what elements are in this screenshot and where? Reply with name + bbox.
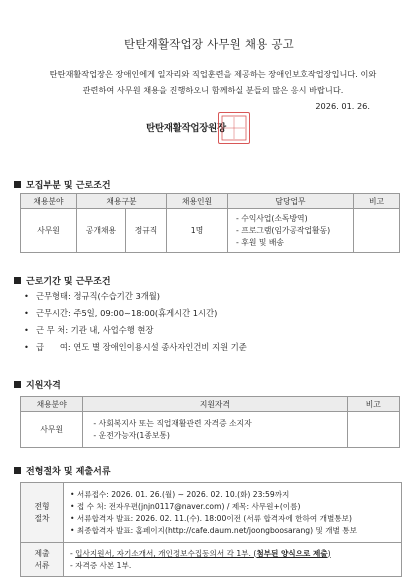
- qualification-item: - 운전가능자(1종보통): [93, 430, 170, 440]
- process-step: • 서류접수: 2026. 01. 26.(월) ~ 2026. 02. 10.(화) 23:59까지: [70, 489, 290, 499]
- condition-item: • 근무시간: 주5일, 09:00~18:00(휴게시간 1시간): [24, 308, 218, 318]
- col-header-field: 채용분야: [21, 397, 83, 412]
- process-step: • 접 수 처: 전자우편(jnjn0117@naver.com) / 제목: 사무원+(이름): [70, 501, 301, 511]
- cell-qualifications: [83, 412, 347, 448]
- col-header-note: 비고: [347, 397, 400, 412]
- recruitment-table: [20, 193, 400, 253]
- cell-count: 1명: [167, 209, 228, 253]
- process-step: • 서류합격자 발표: 2026. 02. 11.(수). 18:00이전 (서류 합격자에 한하여 개별통보): [70, 513, 352, 523]
- col-header-note: 비고: [354, 194, 400, 209]
- document-item: - 자격증 사본 1부.: [70, 560, 132, 570]
- col-header-duties: 담당업무: [228, 194, 354, 209]
- cell-type-open: 공개채용: [77, 209, 126, 253]
- section-title: 지원자격: [26, 381, 61, 391]
- cell-note: [347, 412, 400, 448]
- square-bullet-icon: [14, 277, 21, 284]
- cell-type-fulltime: 정규직: [126, 209, 167, 253]
- square-bullet-icon: [14, 181, 21, 188]
- condition-item: • 급 여: 연도 별 장애인이용시설 종사자인건비 지원 기준: [24, 342, 247, 352]
- col-header-field: 채용분야: [21, 194, 77, 209]
- section-title: 모집부분 및 근로조건: [26, 181, 111, 191]
- intro-line-2: 관련하여 사무원 채용을 진행하오니 함께하실 분들의 많은 응시 바랍니다.: [82, 85, 344, 95]
- document-item: - 입사지원서, 자기소개서, 개인정보수집동의서 각 1부. (첨부된 양식으로 제출): [70, 548, 331, 558]
- organization-signature: 탄탄재활작업장원장: [146, 123, 226, 134]
- intro-line-1: 탄탄재활작업장은 장애인에게 일자리와 직업훈련을 제공하는 장애인보호작업장입니다. 이와: [49, 69, 377, 79]
- cell-duties: [228, 209, 354, 253]
- section-heading-recruitment: [14, 178, 111, 191]
- cell-process-steps: [64, 483, 402, 543]
- cell-note: [354, 209, 400, 253]
- col-header-qualification: 지원자격: [83, 397, 347, 412]
- section-heading-conditions: [14, 274, 111, 287]
- cell-documents: [64, 543, 402, 577]
- square-bullet-icon: [14, 381, 21, 388]
- notice-date: 2026. 01. 26.: [315, 101, 370, 111]
- label-documents: 제출 서류: [21, 543, 64, 577]
- condition-item: • 근무형태: 정규직(수습기간 3개월): [24, 291, 161, 301]
- square-bullet-icon: [14, 467, 21, 474]
- section-heading-process: [14, 464, 111, 477]
- cell-field: 사무원: [21, 412, 83, 448]
- qualification-table: [20, 396, 400, 448]
- process-step: • 최종합격자 발표: 홈페이지(http://cafe.daum.net/joongboosarang) 및 개별 통보: [70, 525, 357, 535]
- col-header-count: 채용인원: [167, 194, 228, 209]
- section-title: 전형절차 및 제출서류: [26, 467, 111, 477]
- section-title: 근로기간 및 근무조건: [26, 277, 111, 287]
- section-heading-qualifications: [14, 378, 61, 391]
- duty-item: - 수익사업(소독방역): [236, 213, 308, 223]
- official-seal-stamp: [218, 112, 250, 144]
- process-table: [20, 482, 402, 577]
- qualification-item: - 사회복지사 또는 직업재활관련 자격증 소지자: [93, 418, 252, 428]
- duty-item: - 후원 및 배송: [236, 237, 284, 247]
- duty-item: - 프로그램(임가공작업활동): [236, 225, 331, 235]
- label-process: 전형 절차: [21, 483, 64, 543]
- notice-title: 탄탄재활작업장 사무원 채용 공고: [124, 37, 294, 51]
- condition-item: • 근 무 처: 기관 내, 사업수행 현장: [24, 325, 154, 335]
- col-header-type: 채용구분: [77, 194, 167, 209]
- cell-field: 사무원: [21, 209, 77, 253]
